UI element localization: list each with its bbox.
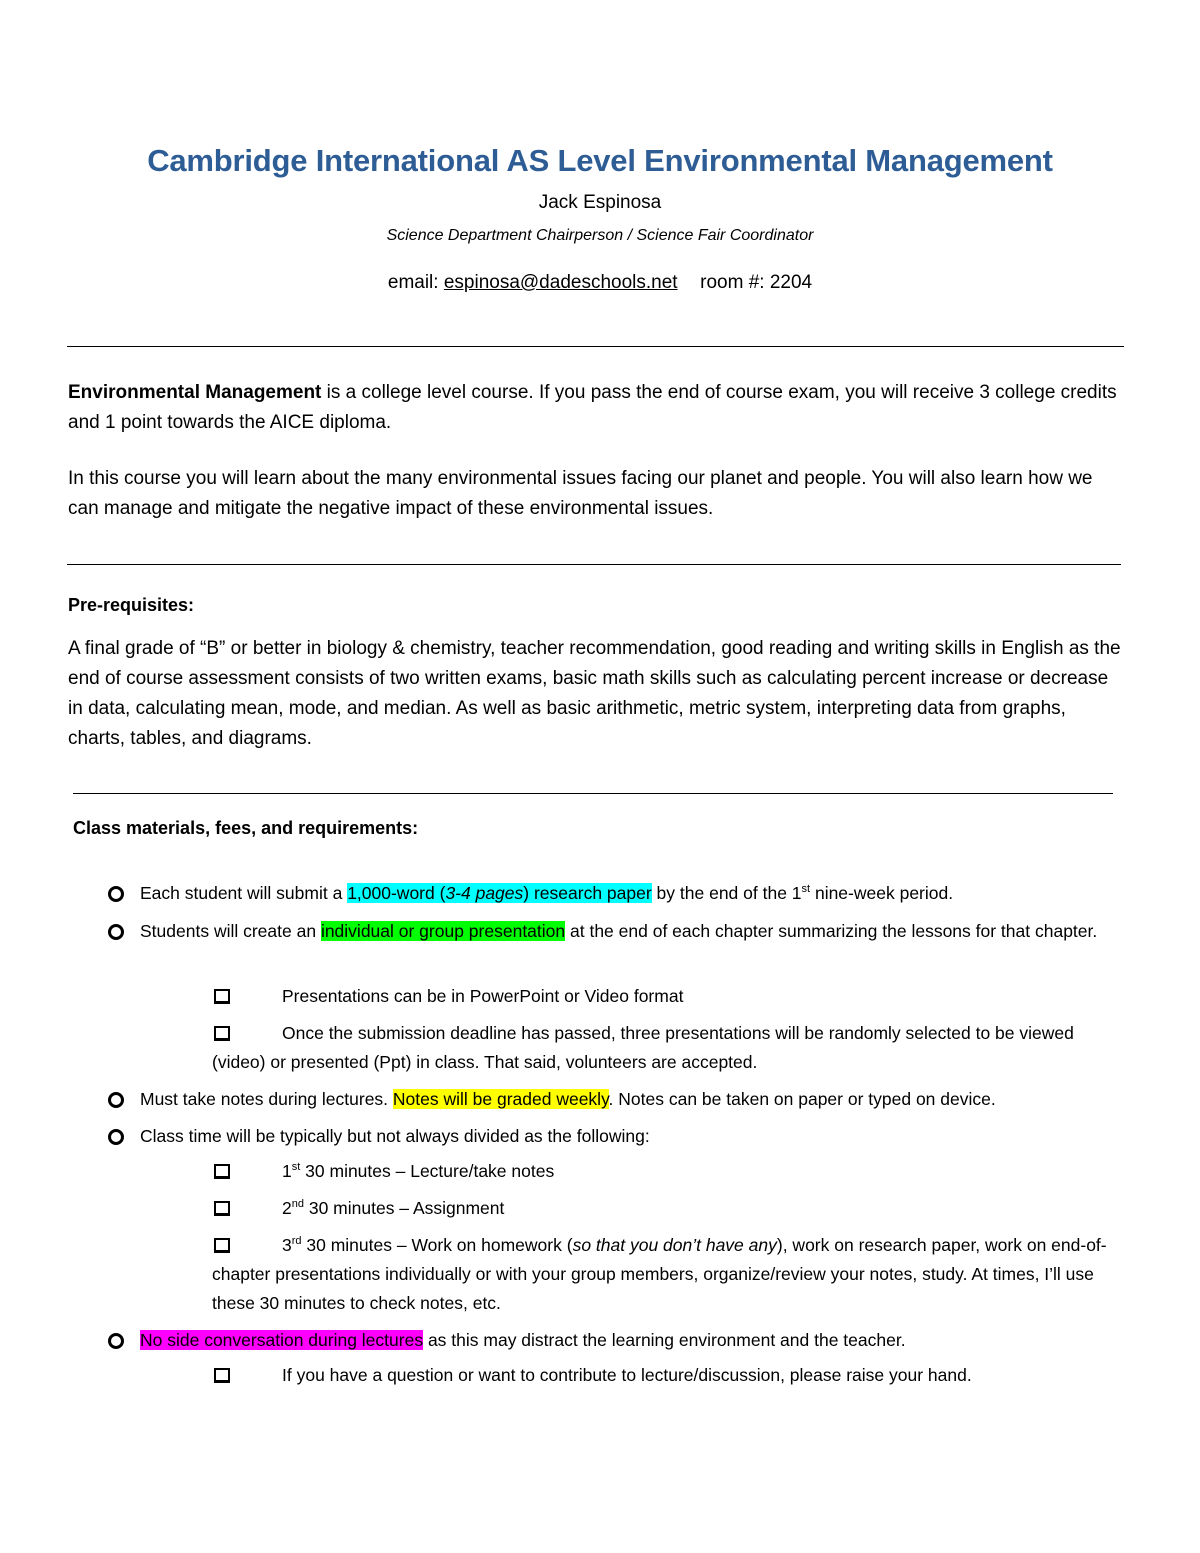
room-number: 2204	[769, 272, 813, 293]
prereq-heading: Pre-requisites:	[68, 595, 195, 615]
list-item-text: 3	[282, 1235, 292, 1255]
superscript: rd	[291, 1235, 302, 1248]
intro-text: is a college level course. If you pass the end of course exam, you will receive 3 college credits and 1 point towards the AICE diploma.	[68, 382, 1117, 433]
highlight	[347, 883, 652, 903]
list-item-text: Must take notes during lectures.	[140, 1089, 393, 1109]
checkbox-icon	[214, 989, 230, 1004]
divider	[67, 564, 1121, 565]
list-item: If you have a question or want to contribute to lecture/discussion, please raise your hand.	[282, 1365, 972, 1385]
superscript: st	[291, 1161, 301, 1174]
bullet-icon	[108, 1092, 124, 1108]
materials-heading: Class materials, fees, and requirements:	[73, 818, 419, 838]
course-name: Environmental Management	[68, 382, 322, 403]
bullet-icon	[108, 1333, 124, 1349]
bullet-icon	[108, 886, 124, 902]
list-item-text: as this may distract the learning environment and the teacher.	[423, 1330, 906, 1350]
list-item	[140, 1326, 1130, 1355]
list-item-text: nine-week period.	[810, 883, 954, 903]
email-label: email:	[387, 272, 439, 293]
list-item: Once the submission deadline has passed, three presentations will be randomly selected to be viewed (video) or presented (Ppt) in class. That said, volunteers are accepted.	[212, 1023, 1074, 1072]
divider	[73, 793, 1113, 794]
list-item: Class time will be typically but not always divided as the following:	[140, 1126, 650, 1146]
room-label: room #:	[700, 272, 765, 293]
bullet-icon	[108, 1129, 124, 1145]
list-item-text: Each student will submit a	[140, 883, 348, 903]
teacher-role: Science Department Chairperson / Science Fair Coordinator	[386, 227, 814, 244]
email-link[interactable]: espinosa@dadeschools.net	[443, 272, 678, 293]
list-item: Presentations can be in PowerPoint or Video format	[282, 986, 684, 1006]
highlight: individual or group presentation	[320, 921, 566, 941]
intro-paragraph-2: In this course you will learn about the many environmental issues facing our planet and people. You will also learn how we can manage and mitigate the negative impact of these environmental issues.	[68, 468, 1093, 519]
teacher-name: Jack Espinosa	[538, 192, 662, 213]
highlight-text: ) research paper	[523, 883, 652, 903]
italic-text: so that you don’t have any	[572, 1235, 777, 1255]
list-item	[282, 1157, 554, 1186]
divider	[67, 346, 1124, 347]
list-item	[140, 1085, 1130, 1114]
list-item-text: . Notes can be taken on paper or typed on device.	[608, 1089, 996, 1109]
list-item-text: ), work on research paper, work on end-of-chapter presentations individually or with your group members, organize/review your notes, study. At times, I’ll use these 30 minutes to check notes, etc.	[212, 1235, 1107, 1313]
highlight: Notes will be graded weekly	[392, 1089, 609, 1109]
checkbox-icon	[214, 1201, 230, 1216]
highlight-text: 1,000-word (	[347, 883, 446, 903]
list-item	[212, 1231, 1127, 1318]
highlight-italic: 3-4 pages	[445, 883, 524, 903]
list-item-text: at the end of each chapter summarizing the lessons for that chapter.	[565, 921, 1098, 941]
list-item-text: by the end of the 1	[651, 883, 802, 903]
list-item-text: 30 minutes – Lecture/take notes	[300, 1161, 555, 1181]
superscript: st	[801, 883, 811, 896]
prereq-text: A final grade of “B” or better in biology & chemistry, teacher recommendation, good reading and writing skills in English as the end of course assessment consists of two written exams, basic math skills such as calculating percent increase or decrease in data, calculating mean, mode, and median. As well as basic arithmetic, metric system, interpreting data from graphs, charts, tables, and diagrams.	[68, 638, 1121, 749]
contact-line	[0, 272, 1200, 294]
list-item-text: 1	[282, 1161, 292, 1181]
list-item	[140, 879, 1120, 908]
list-item-text: 30 minutes – Assignment	[303, 1198, 505, 1218]
list-item-text: Students will create an	[140, 921, 321, 941]
list-item	[104, 917, 1124, 946]
checkbox-icon	[214, 1368, 230, 1383]
list-item-text: 2	[282, 1198, 292, 1218]
highlight: No side conversation during lectures	[140, 1330, 424, 1350]
page-title: Cambridge International AS Level Environmental Management	[147, 143, 1053, 178]
list-item-text: 30 minutes – Work on homework (	[301, 1235, 573, 1255]
list-item	[282, 1194, 504, 1223]
checkbox-icon	[214, 1164, 230, 1179]
superscript: nd	[291, 1198, 304, 1211]
intro-paragraph-1	[68, 378, 1128, 438]
